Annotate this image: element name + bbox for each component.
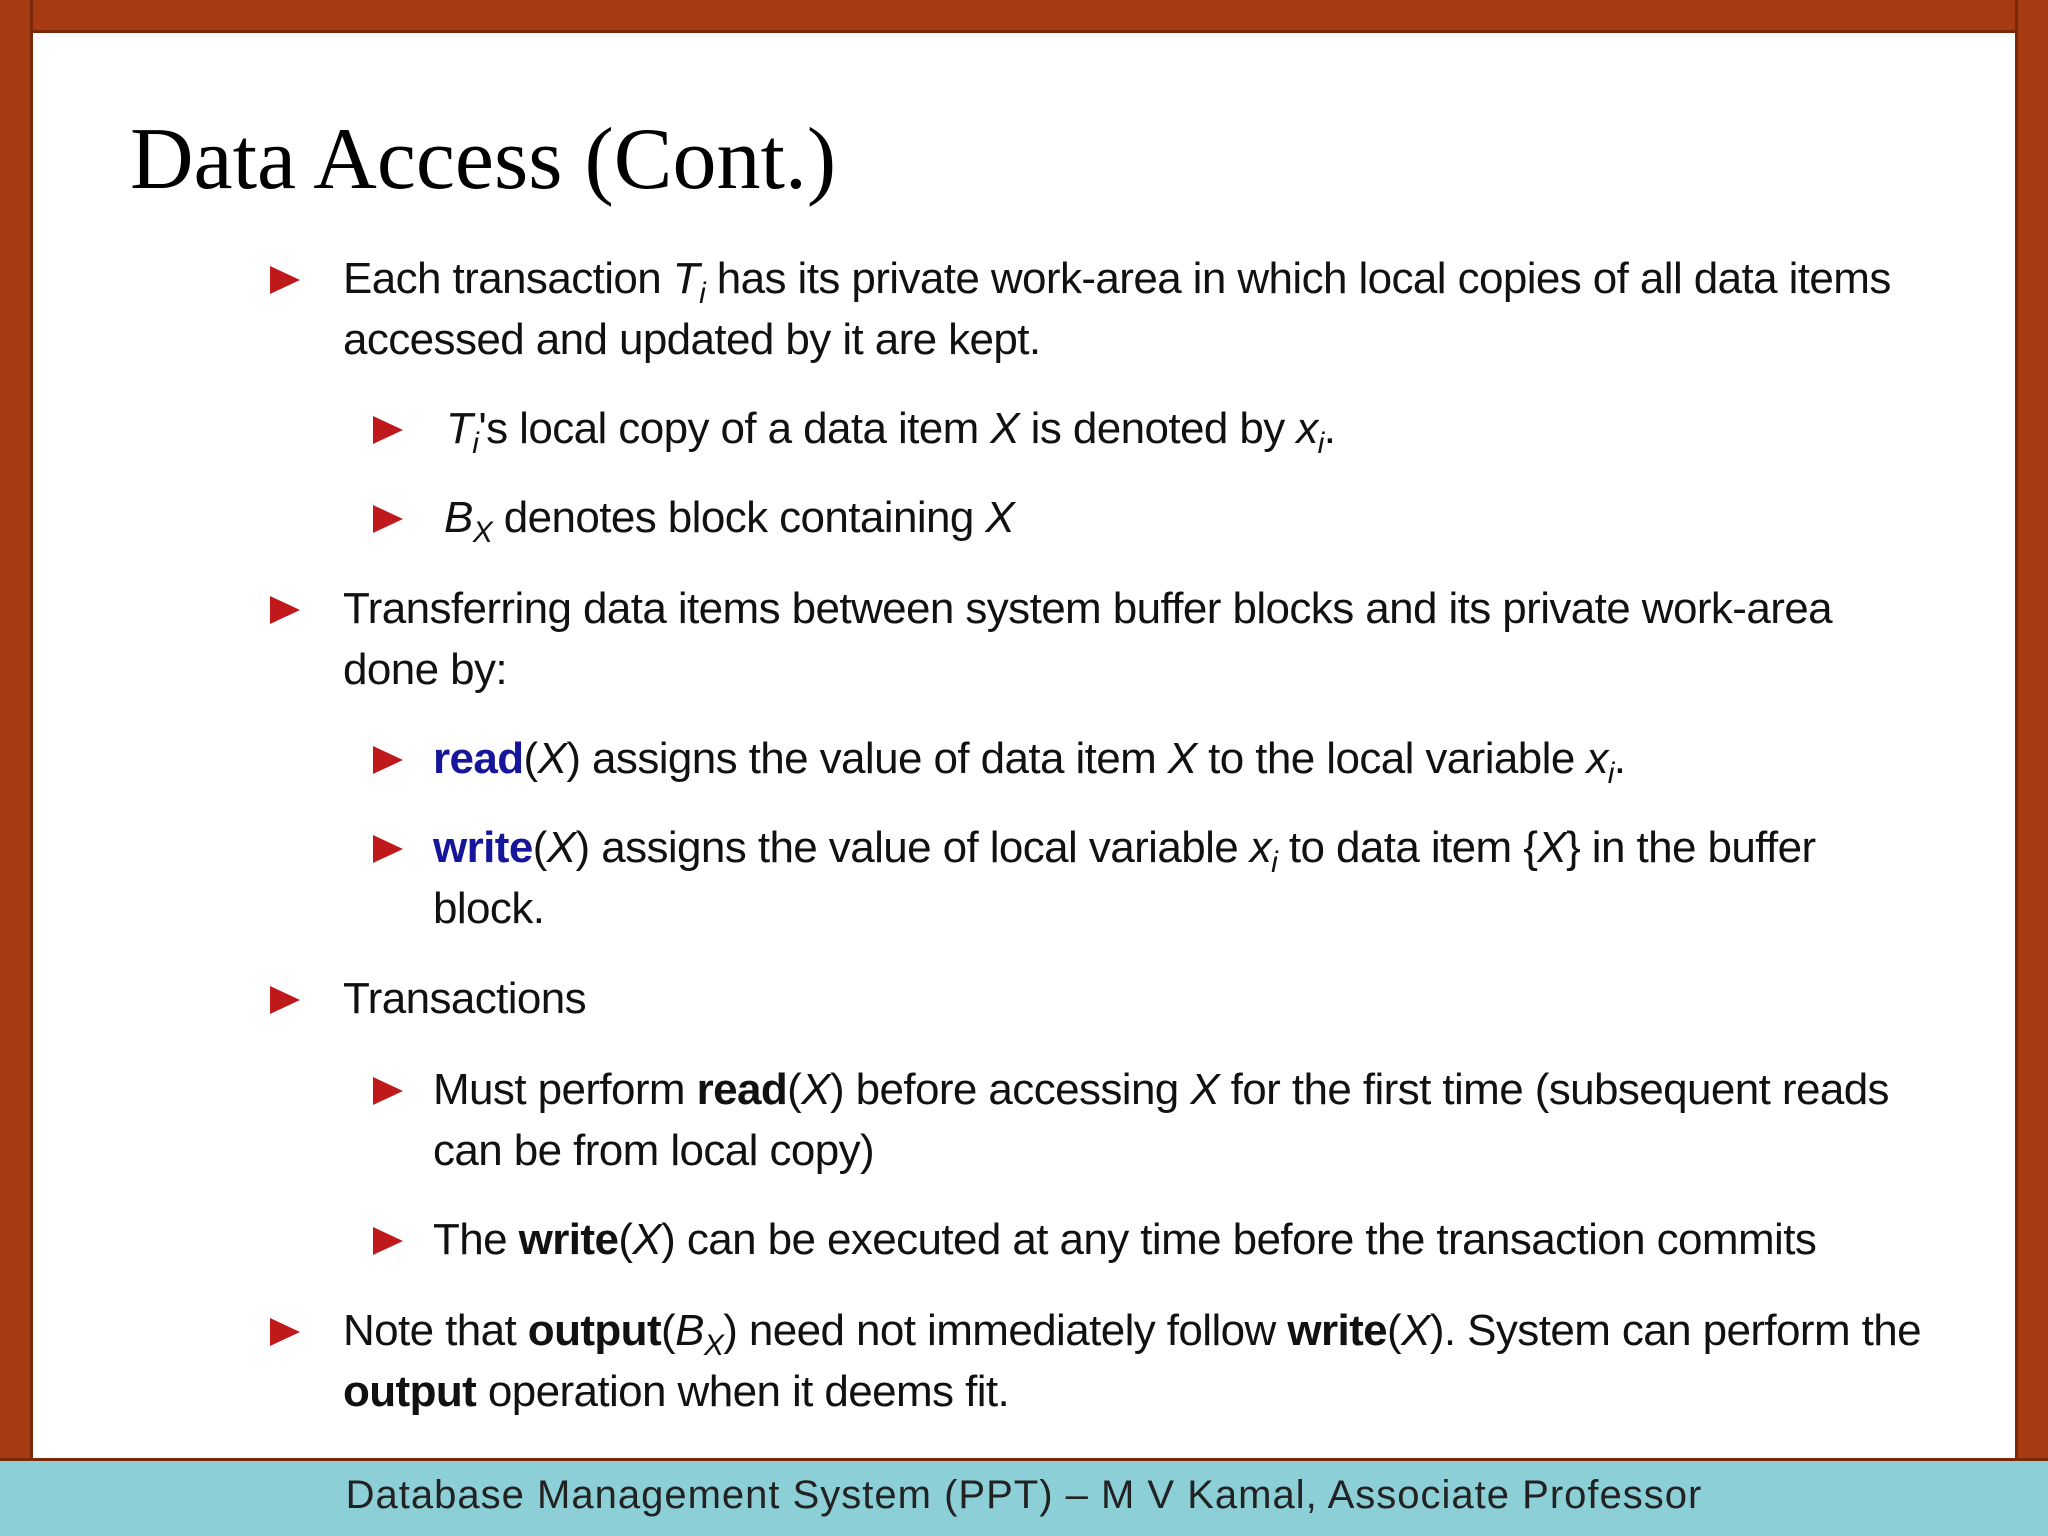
sub-bullet-must-perform-read: Must perform read(X) before accessing X for the first time (subsequent reads can be from local copy): [433, 1065, 1889, 1175]
bullet-transactions: Transactions: [343, 974, 587, 1023]
footer-bar: [0, 1458, 2048, 1536]
bullet-private-work-area: Each transaction $T_i$ has its private work-area in which local copies of all data items accessed and updated by it are kept.: [343, 254, 1891, 364]
sub-bullet-read-definition: read(X) assigns the value of data item X to the local variable $x_i$.: [433, 734, 1626, 790]
slide-title: Data Access (Cont.): [130, 111, 837, 208]
bullet-triangle-icon: [270, 266, 300, 294]
sub-bullet-triangle-icon: [373, 416, 403, 444]
frame-top-border: [0, 0, 2048, 33]
bullet-transferring-data: Transferring data items between system buffer blocks and its private work-area done by:: [343, 584, 1832, 694]
sub-bullet-block-containing: $B_X$ denotes block containing X: [444, 493, 1015, 549]
bullet-triangle-icon: [270, 986, 300, 1014]
frame-left-border: [0, 0, 33, 1458]
bullet-triangle-icon: [270, 1318, 300, 1346]
sub-bullet-local-copy: $T_i's$ local copy of a data item X is denoted by $x_i$.: [446, 404, 1336, 460]
sub-bullet-triangle-icon: [373, 746, 403, 774]
sub-bullet-write-definition: write(X) assigns the value of local variable $x_i$ to data item {X} in the buffer block.: [433, 823, 1816, 933]
bullet-note-output: Note that $output(B_X)$ need not immediately follow write(X). System can perform the output operation when it deems fit.: [343, 1306, 1922, 1416]
sub-bullet-triangle-icon: [373, 835, 403, 863]
sub-bullet-triangle-icon: [373, 1227, 403, 1255]
footer-text: Database Management System (PPT) – M V Kamal, Associate Professor: [345, 1473, 1703, 1517]
frame-right-border: [2015, 0, 2048, 1458]
bullet-triangle-icon: [270, 596, 300, 624]
sub-bullet-triangle-icon: [373, 1077, 403, 1105]
sub-bullet-triangle-icon: [373, 505, 403, 533]
sub-bullet-write-any-time: The write(X) can be executed at any time before the transaction commits: [433, 1215, 1817, 1264]
